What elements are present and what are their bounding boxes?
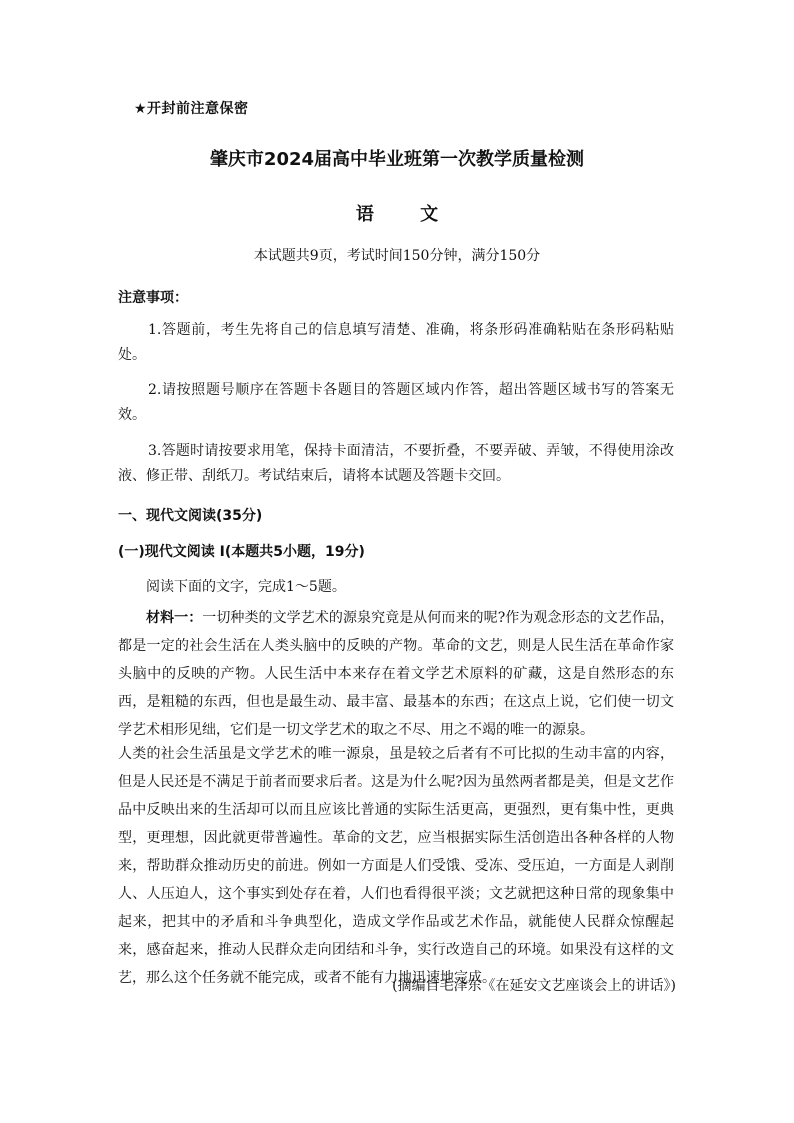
source-citation: (摘编自毛泽东《在延安文艺座谈会上的讲话》) <box>392 978 676 994</box>
subsection-heading: (一)现代文阅读 I(本题共5小题，19分) <box>118 544 365 560</box>
section-heading: 一、现代文阅读(35分) <box>118 508 263 524</box>
notice-heading: 注意事项： <box>118 290 188 306</box>
exam-title: 肇庆市2024届高中毕业班第一次教学质量检测 <box>209 149 585 170</box>
reading-instruction: 阅读下面的文字，完成1～5题。 <box>146 579 346 595</box>
material-text: 一切种类的文学艺术的源泉究竟是从何而来的呢?作为观念形态的文艺作品，都是一定的社会生活在人类头脑中的反映的产物。革命的文艺，则是人民生活在革命作家头脑中的反映的产物。人民生活中本来存在着文学艺术原料的矿藏，这是自然形态的东西，是粗糙的东西，但也是最生动、最丰富、最基本的东西；在这点上说，它们使一切文学艺术相形见绌，它们是一切文学艺术的取之不尽、用之不竭的唯一的源泉。 <box>118 610 675 738</box>
notice-item: 1.答题前，考生先将自己的信息填写清楚、准确，将条形码准确粘贴在条形码粘贴处。 <box>118 322 674 363</box>
material-paragraph-1 <box>118 604 674 744</box>
subject-title: 语 文 <box>355 204 459 225</box>
exam-info: 本试题共9页，考试时间150分钟，满分150分 <box>253 248 541 264</box>
material-label: 材料一： <box>146 610 203 626</box>
material-paragraph-2: 人类的社会生活虽是文学艺术的唯一源泉，虽是较之后者有不可比拟的生动丰富的内容，但是人民还是不满足于前者而要求后者。这是为什么呢?因为虽然两者都是美，但是文艺作品中反映出来的生活却可以而且应该比普通的实际生活更高，更强烈，更有集中性，更典型，更理想，因此就更带普遍性。革命的文艺，应当根据实际生活创造出各种各样的人物来，帮助群众推动历史的前进。例如一方面是人们受饿、受冻、受压迫，一方面是人剥削人、人压迫人，这个事实到处存在着，人们也看得很平淡；文艺就把这种日常的现象集中起来，把其中的矛盾和斗争典型化，造成文学作品或艺术作品，就能使人民群众惊醒起来，感奋起来，推动人民群众走向团结和斗争，实行改造自己的环境。如果没有这样的文艺，那么这个任务就不能完成，或者不能有力地迅速地完成。 <box>118 746 674 986</box>
notice-item: 3.答题时请按要求用笔，保持卡面清洁，不要折叠，不要弄破、弄皱，不得使用涂改液、修正带、刮纸刀。考试结束后，请将本试题及答题卡交回。 <box>118 443 674 484</box>
notice-item: 2.请按照题号顺序在答题卡各题目的答题区域内作答，超出答题区域书写的答案无效。 <box>118 382 674 423</box>
confidential-notice: ★开封前注意保密 <box>134 101 249 117</box>
